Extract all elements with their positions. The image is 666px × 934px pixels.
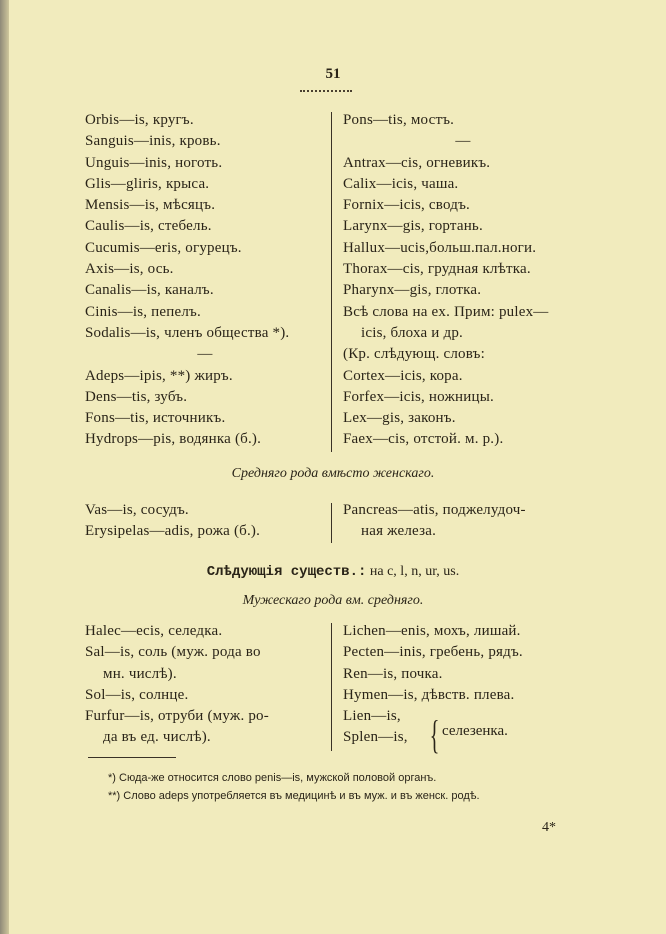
text-line: Lien—is, xyxy=(343,708,401,725)
brace-text: селезенка. xyxy=(442,723,508,739)
mid-right-column xyxy=(343,500,526,543)
heading-neuter: Средняго рода вмѣсто женскаго. xyxy=(231,466,435,481)
text-line: Fons—tis, источникъ. xyxy=(85,410,226,427)
text-line: мн. числѣ). xyxy=(103,665,177,682)
heading-masc: Мужескаго рода вм. средняго. xyxy=(242,593,424,608)
text-line: Glis—gliris, крыса. xyxy=(85,175,210,192)
mid-left-column xyxy=(85,500,260,543)
text-line: Antrax—cis, огневикъ. xyxy=(343,154,491,171)
text-line: Adeps—ipis, **) жиръ. xyxy=(85,367,233,384)
text-line: Dens—tis, зубъ. xyxy=(85,388,188,405)
heading-bold: Слѣдующія существ.: xyxy=(206,564,367,580)
text-line: Pons—tis, мостъ. xyxy=(343,112,455,128)
text-line: Ren—is, почка. xyxy=(343,665,443,682)
column-divider xyxy=(331,623,332,751)
text-line: Canalis—is, каналъ. xyxy=(85,282,214,299)
text-line: Cortex—icis, кора. xyxy=(343,367,463,384)
text-line: Thorax—cis, грудная клѣтка. xyxy=(343,261,531,278)
text-line: Pecten—inis, гребень, рядъ. xyxy=(343,644,523,661)
text-line: Sodalis—is, членъ общества *). xyxy=(85,324,290,341)
text-line: Caulis—is, стебель. xyxy=(85,218,212,235)
text-line: ная железа. xyxy=(361,523,437,540)
text-line: Всѣ слова на ex. Прим: pulex— xyxy=(343,303,549,320)
footnote-rule xyxy=(88,757,176,758)
footnote-1: *) Сюда-же относится слово penis—is, мужской половой органъ. xyxy=(108,772,437,784)
text-line: Lex—gis, законъ. xyxy=(343,410,456,427)
text-line: — xyxy=(197,346,213,363)
text-line: Hallux—ucis,больш.пал.ноги. xyxy=(343,239,537,256)
text-line: (Кр. слѣдующ. словъ: xyxy=(343,346,485,363)
top-left-column xyxy=(85,110,325,451)
text-line: Hydrops—pis, водянка (б.). xyxy=(85,431,262,448)
text-line: Fornix—icis, сводъ. xyxy=(343,197,470,214)
text-line: Pancreas—atis, поджелудоч- xyxy=(343,502,526,518)
text-line: Orbis—is, кругъ. xyxy=(85,112,194,128)
text-line: Furfur—is, отруби (муж. ро- xyxy=(85,708,269,725)
page-number: 51 xyxy=(325,66,341,82)
text-line: Axis—is, ось. xyxy=(85,261,174,278)
text-line: Pharynx—gis, глотка. xyxy=(343,282,482,299)
text-line: Unguis—inis, ноготь. xyxy=(85,154,223,171)
text-line: Calix—icis, чаша. xyxy=(343,175,459,192)
text-line: — xyxy=(455,133,471,150)
text-line: Splen—is, xyxy=(343,729,408,746)
bottom-left-column xyxy=(85,621,269,749)
text-line: Hymen—is, дѣвств. плева. xyxy=(343,686,515,703)
text-line: Cinis—is, пепелъ. xyxy=(85,303,201,320)
text-line: Larynx—gis, гортань. xyxy=(343,218,483,235)
text-line: Sol—is, солнце. xyxy=(85,686,189,703)
brace: { xyxy=(429,712,440,757)
footnote-2: **) Слово adeps употребляется въ медицинѣ и въ муж. и въ женск. родѣ. xyxy=(108,790,480,802)
text-line: Sanguis—inis, кровь. xyxy=(85,133,221,150)
text-line: Mensis—is, мѣсяцъ. xyxy=(85,197,216,214)
column-divider xyxy=(331,503,332,543)
text-line: Forfex—icis, ножницы. xyxy=(343,388,494,405)
text-line: Faex—cis, отстой. м. р.). xyxy=(343,431,504,448)
text-line: Cucumis—eris, огурецъ. xyxy=(85,239,242,256)
text-line: Sal—is, соль (муж. рода во xyxy=(85,644,261,661)
text-line: да въ ед. числѣ). xyxy=(103,729,211,746)
heading-bold-line xyxy=(0,564,666,580)
ornament-rule xyxy=(300,86,352,92)
column-divider xyxy=(331,112,332,452)
text-line: Halec—ecis, селедка. xyxy=(85,623,223,639)
text-line: Vas—is, сосудъ. xyxy=(85,502,189,518)
text-line: Lichen—enis, мохъ, лишай. xyxy=(343,623,521,639)
text-line: icis, блоха и др. xyxy=(361,324,463,341)
signature-mark: 4* xyxy=(542,820,556,835)
top-right-column xyxy=(343,110,583,451)
text-line: Erysipelas—adis, рожа (б.). xyxy=(85,523,261,540)
heading-bold-rest: на c, l, n, ur, us. xyxy=(366,564,460,579)
